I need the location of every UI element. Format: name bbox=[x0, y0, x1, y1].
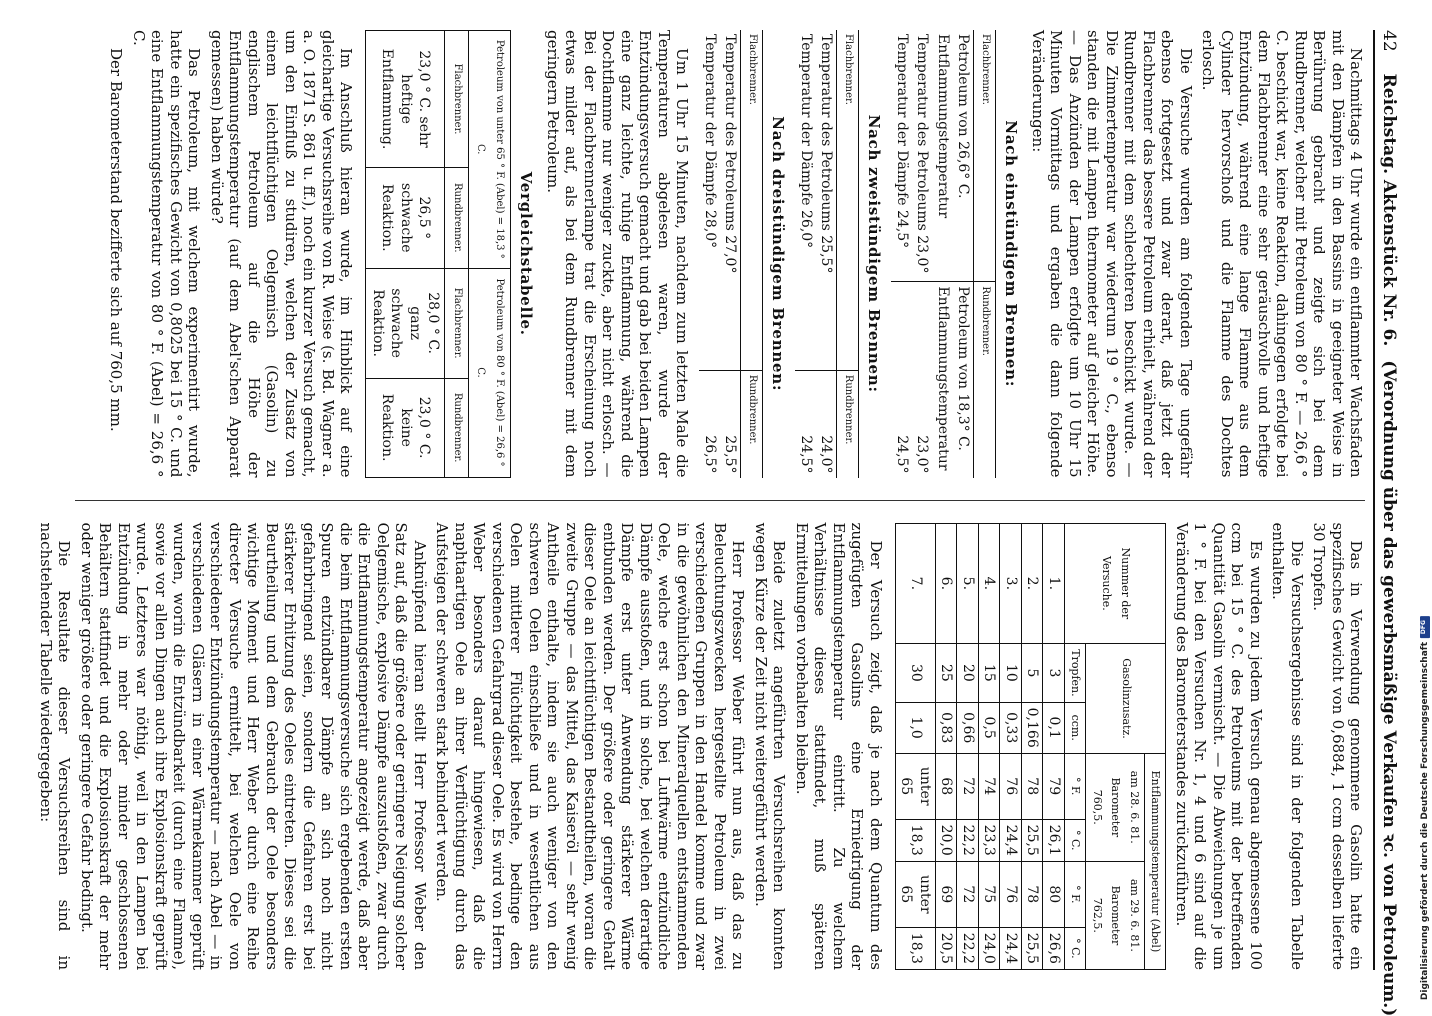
table-header: Rundbrenner. bbox=[445, 378, 469, 477]
table-cell: 5 bbox=[1022, 644, 1044, 702]
table-cell: Temperatur der Dämpfe 24,5° bbox=[894, 34, 910, 249]
table-cell: 26,5 ° schwache Reaktion. bbox=[366, 168, 445, 269]
table-row bbox=[700, 30, 721, 478]
gasolin-table bbox=[895, 523, 1167, 971]
table-header: Rundbrenner. bbox=[445, 168, 469, 269]
table-cell: unter 65 bbox=[896, 861, 936, 927]
table-cell: 26,6 bbox=[1043, 927, 1065, 969]
table-cell: 74 bbox=[979, 753, 1001, 819]
table-header: Rundbrenner. bbox=[741, 370, 763, 477]
table-cell: 23,3 bbox=[979, 819, 1001, 861]
table-row bbox=[953, 30, 974, 478]
unit-header: ° C. bbox=[1065, 819, 1087, 861]
table-cell: 20,5 bbox=[936, 927, 958, 969]
table-cell: Temperatur der Dämpfe 28,0° bbox=[702, 34, 718, 249]
table-cell: 26,5° bbox=[700, 370, 721, 477]
paragraph: Die Versuchsergebnisse sind in der folgenden Tabelle enthalten. bbox=[1269, 522, 1306, 970]
table-cell: 24,5° bbox=[796, 370, 817, 477]
table-cell: 24,4 bbox=[1000, 927, 1022, 969]
table-header: Flachbrenner. bbox=[445, 31, 469, 168]
paragraph: Beide zuletzt angeführten Versuchsreihen konnten wegen Kürze der Zeit nicht weitergeführt werden. bbox=[752, 522, 789, 970]
paragraph: Nachmittags 4 Uhr wurde ein entflammter Wachsfaden mit den Dämpfen in den Bassins in geeigneter Weise in Berührung gebracht und zeigte sich bei dem Rundbrenner, welcher mit Petroleum von 80 ° F. — 26,6 ° C. beschickt war, keine Reaktion, dahingegen erfolgte bei dem Flachbrenner eine sehr geräuschvolle und heftige Entzündung, während eine lange Flamme aus dem Cylinder hervorschoß und die Flamme des Dochtes erlosch. bbox=[1199, 30, 1366, 478]
table-cell: 23,0° bbox=[912, 282, 933, 478]
table-header: Entflammungstemperatur (Abel) bbox=[1145, 753, 1167, 969]
table-header bbox=[1086, 861, 1145, 969]
section-heading: Nach zweistündigem Brennen: bbox=[865, 114, 884, 393]
table-cell: 18,3 bbox=[896, 819, 936, 861]
paragraph: Das Petroleum, mit welchem experimentirt wurde, hatte ein spezifisches Gewicht von 0,8025 bei 15 ° C. und eine Entflammungstemperatur von 80 ° F. (Abel) = 26,6 ° C. bbox=[130, 30, 204, 478]
gasolin-table-body bbox=[896, 523, 1065, 970]
footer-text: Digitalisierung gefördert durch die Deutsche Forschungsgemeinschaft bbox=[1420, 641, 1430, 1000]
date-label: am 29. 6. 81. bbox=[1128, 878, 1141, 952]
table-header: Flachbrenner. bbox=[837, 30, 859, 370]
table-header: Flachbrenner. bbox=[741, 30, 763, 370]
scanned-page bbox=[4, 0, 1416, 1016]
table-cell: 75 bbox=[979, 861, 1001, 927]
table-header bbox=[1086, 753, 1145, 861]
right-column bbox=[37, 522, 1366, 971]
table-cell: 68 bbox=[936, 753, 958, 819]
table-cell: 23,0 ° C. keine Reaktion. bbox=[366, 378, 445, 477]
table-cell: Temperatur der Dämpfe 26,0° bbox=[798, 34, 814, 249]
table-cell: 0,66 bbox=[957, 702, 979, 753]
date-label: am 28. 6. 81. bbox=[1128, 770, 1141, 844]
footer bbox=[1418, 0, 1432, 1000]
unit-header: ccm. bbox=[1065, 702, 1087, 753]
table-cell: 24,5° bbox=[892, 282, 913, 478]
table-header: Flachbrenner. bbox=[974, 30, 996, 282]
paragraph: Anknüpfend hieran stellt Herr Professor Weber den Satz auf, daß die größere oder geringere Neigung solcher Oelgemische, explosive Dämpfe auszustoßen, zwar durch die Entflammungstemperatur angezeigt werde, daß aber die beim Entflammungsversuche sich ergebenden ersten Spuren entzündbarer Dämpfe an sich noch nicht gefahrbringend seien, sondern die Gefahren erst bei stärkerer Erhitzung des Oeles eintreten. Dieses sei die Beurtheilung und dem Gebrauch der Oele besonders wichtige Moment und Herr Weber durch eine Reihe directer Versuche ermittelt, bei welchen Oele von verschiedener Entzündungstemperatur — nach Abel — in verschiedenen Gläsern in einer Wärmekammer geprüft wurden, worin die Entzündbarkeit (durch eine Flamme), sowie vor allen Dingen auch ihre Explosionskraft geprüft wurde. Letzteres war nöthig, weil in den Lampen bei Entzündung in mehr oder minder geschlossenen Behältern stattfindet und die Explosionskraft der mehr oder weniger größere oder geringere Gefahr bedingt. bbox=[78, 522, 429, 970]
table-cell: Temperatur des Petroleums 27,0° bbox=[722, 34, 739, 274]
table-header: Petroleum von 80 ° F. (Abel) = 26,6 ° C. bbox=[469, 268, 511, 477]
page-number: 42 bbox=[1379, 30, 1399, 52]
table-cell: 24,0 bbox=[979, 927, 1001, 969]
table-row bbox=[912, 30, 933, 478]
paragraph: Das in Verwendung genommene Gasolin hatte ein spezifisches Gewicht von 0,6884, 1 ccm desselben lieferte 30 Tropfen. bbox=[1310, 522, 1366, 970]
table-cell: 3 bbox=[1043, 644, 1065, 702]
measurement-table bbox=[892, 30, 997, 478]
table-row bbox=[796, 30, 817, 478]
table-cell: 69 bbox=[936, 861, 958, 927]
table-cell: 76 bbox=[1000, 861, 1022, 927]
paragraph: Im Anschluß hieran wurde, im Hinblick auf eine gleichartige Versuchsreihe von R. Weise (s. Bd. Wagner a. a. O. 1871 S. 861 u. ff.), noch ein kurzer Versuch gemacht, um den Einfluß zu studiren, welchen der Zusatz von einem leichtflüchtigen Oelgemisch (Gasolin) zu englischem Petroleum auf die Höhe der Entflammungstemperatur (auf dem Abel'schen Apparat gemessen) haben würde? bbox=[208, 30, 356, 478]
barometer-label: Barometer 760,5. bbox=[1091, 777, 1123, 838]
table-row bbox=[896, 523, 936, 970]
table-cell: 24,4 bbox=[1000, 819, 1022, 861]
table-header: Gasolinzusatz. bbox=[1086, 644, 1166, 754]
section-heading: Nach dreistündigem Brennen: bbox=[769, 116, 788, 392]
table-cell: 15 bbox=[979, 644, 1001, 702]
paragraph: Um 1 Uhr 15 Minuten, nachdem zum letzten Male die Temperaturen abgelesen waren, wurde der Entzündungsversuch gemacht und gab bei beiden Lampen eine ganz leichte, ruhige Entflammung, während die Dochtflamme nur weniger zuckte, aber nicht erlosch. — Bei der Flachbrennerlampe trat die Erscheinung noch etwas milder auf, als bei dem Rundbrenner mit dem geringern Petroleum. bbox=[544, 30, 692, 478]
table-cell: Temperatur des Petroleums 23,0° bbox=[914, 34, 931, 274]
table-cell: 4. bbox=[979, 523, 1001, 644]
table-cell: 1,0 bbox=[896, 702, 936, 753]
table-cell: 3. bbox=[1000, 523, 1022, 644]
comparison-table bbox=[366, 30, 512, 478]
table-cell: 80 bbox=[1043, 861, 1065, 927]
table-cell: 72 bbox=[957, 861, 979, 927]
table-cell: 2. bbox=[1022, 523, 1044, 644]
table-cell: 79 bbox=[1043, 753, 1065, 819]
table-cell: 30 bbox=[896, 644, 936, 702]
table-row bbox=[366, 31, 445, 478]
running-head bbox=[1374, 30, 1399, 1016]
paragraph: Herr Professor Weber führt nun aus, daß das zu Beleuchtungszwecken hergestellte Petroleum in zwei verschiedenen Gruppen in den Handel komme und zwar in die gewöhnlichen den Mineralquellen entstammenden Oele, welche erst schon bei Luftwärme entzündliche Dämpfe ausstoßen, und in solche, bei welchen derartige Dämpfe erst unter Anwendung stärkerer Wärme entbunden werden. Der größere oder geringere Gehalt dieser Oele an leichtflüchtigen Bestandtheilen, woran die zweite Gruppe — das Mittel, das Kaiseröl — sehr wenig Antheile enthalte, indem sie auch weniger von den schweren Oelen einschließe und in wesentlichen aus Oelen mittlerer Flüchtigkeit bestehe, bedinge den verschiedenen Gefahrgrad dieser Oele. Es wird von Herrn Weber besonders darauf hingewiesen, daß die naphtaartigen Oele an ihrer Verflüchtigung durch das Aufsteigen der schweren stark behindert werden. bbox=[433, 522, 748, 970]
table-cell: 76 bbox=[1000, 753, 1022, 819]
paragraph: Die Versuche wurden am folgenden Tage ungefähr ebenso fortgesetzt und zwar derart, daß jetzt der Flachbrenner das bessere Petroleum erhielt, während der Rundbrenner mit dem schlechteren beschickt wurde. — Die Zimmertemperatur war wiederum 19 ° C., ebenso standen die mit Lampen thermometer auf gleicher Höhe. — Das Anzünden der Lampen erfolgte um 10 Uhr 15 Minuten Vormittags und ergaben die dann folgende Veränderungen: bbox=[1029, 30, 1195, 478]
paragraph: Die Resultate dieser Versuchsreihen sind in nachstehender Tabelle wiedergegeben: bbox=[37, 522, 74, 970]
table-cell: 5. bbox=[957, 523, 979, 644]
dfg-logo-icon: DFG bbox=[1420, 616, 1430, 638]
table-row bbox=[1022, 523, 1044, 970]
table-row bbox=[892, 30, 913, 478]
unit-header: ° C. bbox=[1065, 927, 1087, 969]
section-heading: Nach einstündigem Brennen: bbox=[1002, 120, 1021, 388]
running-head-right: (Verordnung über das gewerbsmäßige Verkaufen ꝛc. von Petroleum.) bbox=[1379, 360, 1399, 1016]
table-cell: 25,5° bbox=[720, 370, 741, 477]
table-cell: Entflammungstemperatur bbox=[933, 282, 954, 478]
table-cell: 0,1 bbox=[1043, 702, 1065, 753]
table-cell: 78 bbox=[1022, 753, 1044, 819]
barometer-label: Barometer 762,5. bbox=[1091, 885, 1123, 946]
table-cell: 72 bbox=[957, 753, 979, 819]
table-header: Flachbrenner. bbox=[445, 268, 469, 378]
table-cell: Petroleum von 18,3° C. bbox=[953, 282, 974, 478]
table-cell: 20,0 bbox=[936, 819, 958, 861]
table-cell: Temperatur des Petroleums 25,5° bbox=[818, 34, 835, 274]
table-row bbox=[957, 523, 979, 970]
paragraph: Es wurden zu jedem Versuch genau abgemessene 100 ccm bei 15 ° C. des Petroleums mit der betreffenden Quantität Gasolin vermischt. — Die Abweichungen je um 1 ° F. bei den Versuchen Nr. 1, 4 und 6 sind auf die Veränderung des Barometerstandes zurückzuführen. bbox=[1173, 522, 1265, 970]
unit-header: ° F. bbox=[1065, 861, 1087, 927]
table-cell: 18,3 bbox=[896, 927, 936, 969]
table-cell: 0,5 bbox=[979, 702, 1001, 753]
running-head-left: Reichstag. Aktenstück Nr. 6. bbox=[1379, 73, 1399, 347]
table-cell: 25,5 bbox=[1022, 819, 1044, 861]
unit-header: ° F. bbox=[1065, 753, 1087, 819]
table-header: Nummer der Versuche. bbox=[1065, 523, 1167, 644]
unit-header: Tropfen. bbox=[1065, 644, 1087, 702]
measurement-table bbox=[796, 30, 860, 478]
table-cell: 28,0 ° C. ganz schwache Reaktion. bbox=[366, 268, 445, 378]
table-row bbox=[933, 30, 954, 478]
table-row bbox=[1000, 523, 1022, 970]
paragraph: Der Versuch zeigt, daß je nach dem Quantum des zugefügten Gasolins eine Erniedrigung der Entflammungstemperatur eintritt. Zu welchem Verhältnisse dieses stattfindet, muß späteren Ermittelungen vorbehalten bleiben. bbox=[793, 522, 885, 970]
table-row bbox=[936, 523, 958, 970]
table-row bbox=[979, 523, 1001, 970]
column-divider bbox=[76, 500, 1366, 501]
table-cell: 25 bbox=[936, 644, 958, 702]
table-cell: Petroleum von 26,6° C. bbox=[955, 34, 972, 199]
table-cell: 22,2 bbox=[957, 927, 979, 969]
table-cell: unter 65 bbox=[896, 753, 936, 819]
table-cell: 0,33 bbox=[1000, 702, 1022, 753]
table-cell: 20 bbox=[957, 644, 979, 702]
table-header: Petroleum von unter 65 ° F. (Abel) = 18,3 ° C. bbox=[469, 31, 511, 269]
table-row bbox=[720, 30, 741, 478]
table-cell: 25,5 bbox=[1022, 927, 1044, 969]
table-row bbox=[1043, 523, 1065, 970]
table-cell: 0,166 bbox=[1022, 702, 1044, 753]
table-cell: 78 bbox=[1022, 861, 1044, 927]
table-cell: 10 bbox=[1000, 644, 1022, 702]
section-heading: Vergleichstabelle. bbox=[517, 171, 536, 336]
table-cell: 24,0° bbox=[816, 370, 837, 477]
table-cell: Entflammungstemperatur bbox=[935, 34, 951, 219]
table-cell: 23,0 ° C. sehr heftige Entflammung. bbox=[366, 31, 445, 168]
paragraph: Der Barometerstand bezifferte sich auf 760,5 mm. bbox=[107, 48, 126, 432]
table-cell: 26,1 bbox=[1043, 819, 1065, 861]
table-cell: 1. bbox=[1043, 523, 1065, 644]
table-cell: 6. bbox=[936, 523, 958, 644]
table-cell: 0,83 bbox=[936, 702, 958, 753]
table-header: Rundbrenner. bbox=[974, 282, 996, 478]
table-cell: 22,2 bbox=[957, 819, 979, 861]
measurement-table bbox=[700, 30, 764, 478]
table-row bbox=[816, 30, 837, 478]
table-header: Rundbrenner. bbox=[837, 370, 859, 477]
table-cell: 7. bbox=[896, 523, 936, 644]
left-column bbox=[76, 30, 1366, 478]
